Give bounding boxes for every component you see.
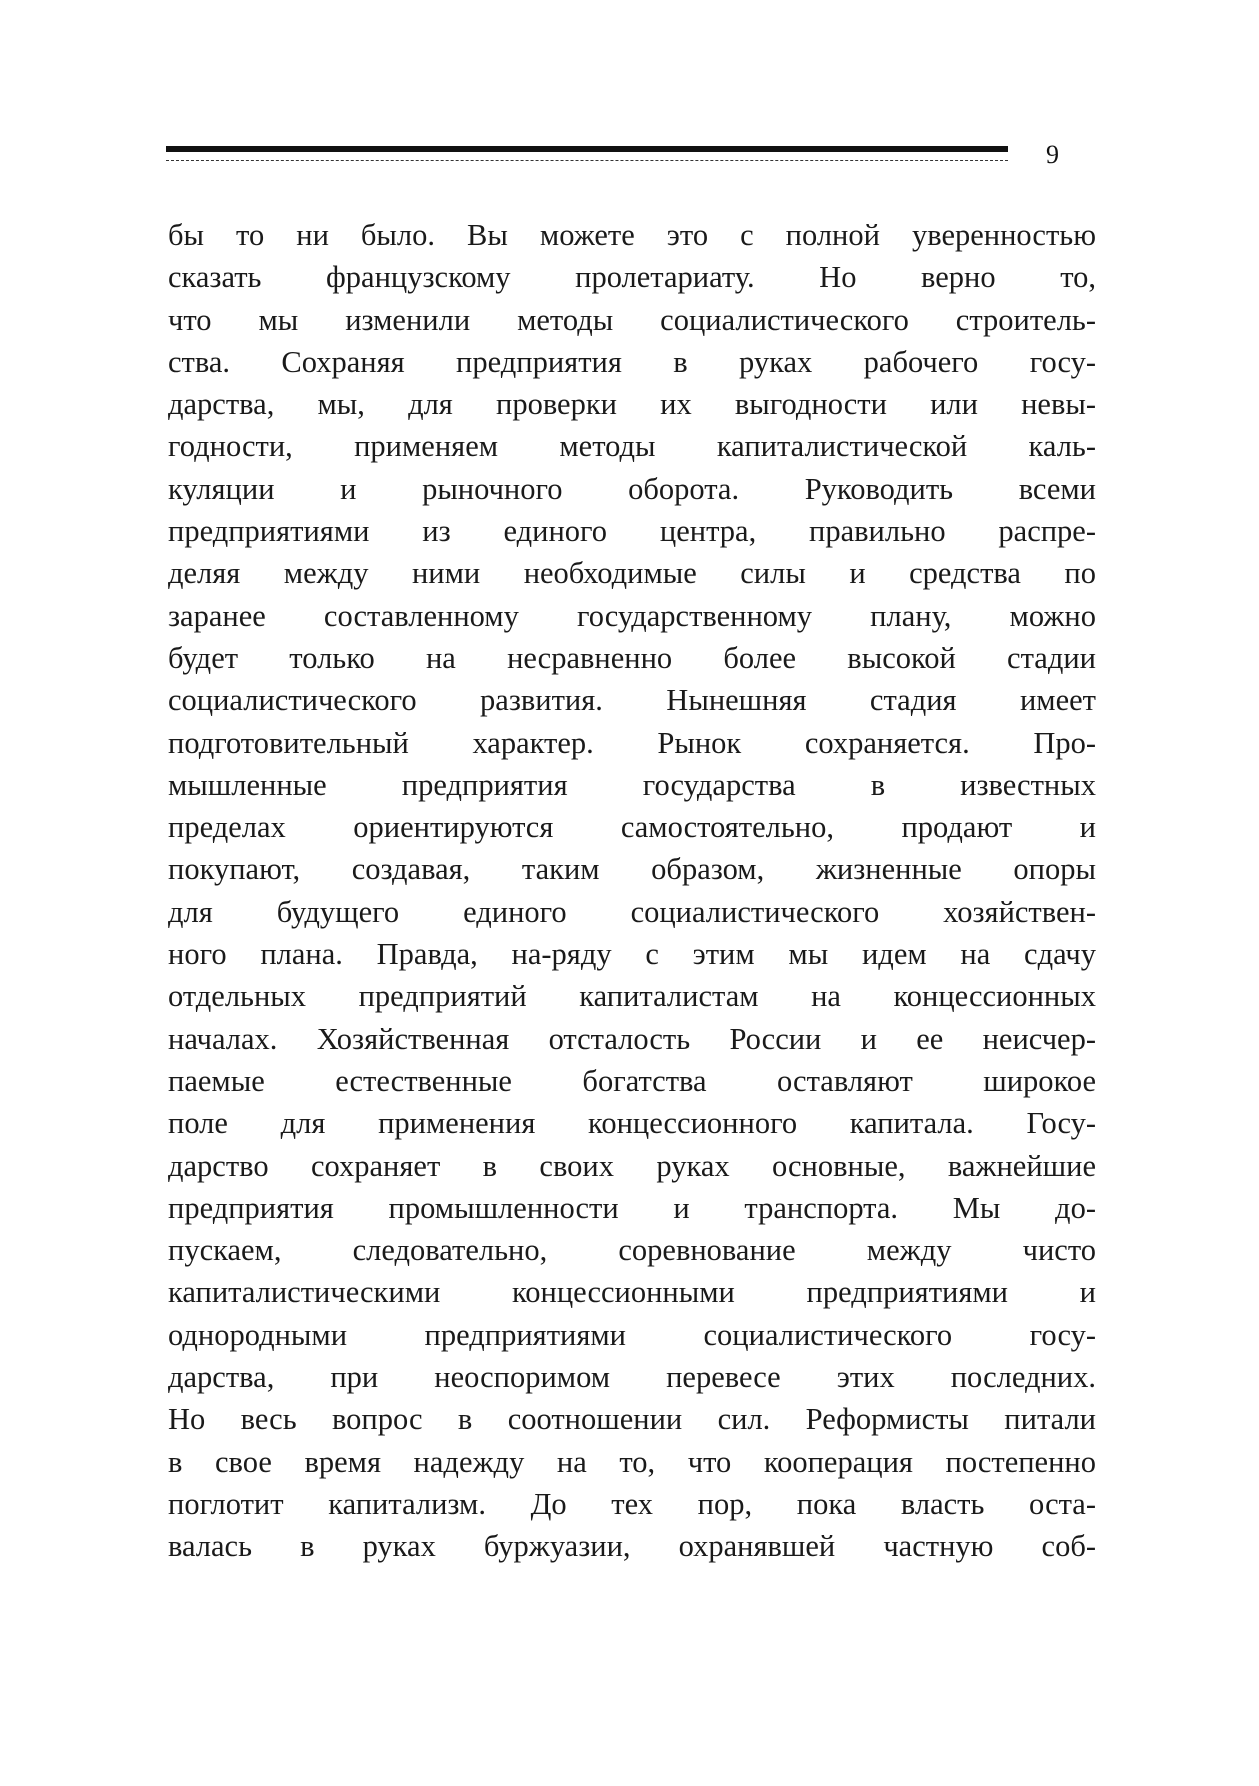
text-line: предприятиями из единого центра, правильно распре- xyxy=(168,514,1096,549)
header-rule-thin xyxy=(166,160,1008,161)
body-text xyxy=(168,214,1096,1568)
text-line: отдельных предприятий капиталистам на концессионных xyxy=(168,979,1096,1014)
text-line: началах. Хозяйственная отсталость России и ее неисчер- xyxy=(168,1021,1096,1056)
text-line: дарства, при неоспоримом перевесе этих последних. xyxy=(168,1360,1096,1395)
text-line: предприятия промышленности и транспорта. Мы до- xyxy=(168,1190,1096,1225)
text-line: для будущего единого социалистического хозяйствен- xyxy=(168,894,1096,929)
header-rule xyxy=(166,146,1008,156)
text-line: дарства, мы, для проверки их выгодности или невы- xyxy=(168,387,1096,422)
text-line: поле для применения концессионного капитала. Госу- xyxy=(168,1106,1096,1141)
text-line: куляции и рыночного оборота. Руководить всеми xyxy=(168,471,1096,506)
text-line: бы то ни было. Вы можете это с полной уверенностью xyxy=(168,218,1096,252)
text-line: покупают, создавая, таким образом, жизненные опоры xyxy=(168,852,1096,887)
text-line: валась в руках буржуазии, охранявшей частную соб- xyxy=(168,1529,1096,1564)
text-line: сказать французскому пролетариату. Но верно то, xyxy=(168,260,1096,295)
page-number: 9 xyxy=(1046,140,1059,169)
text-line: годности, применяем методы капиталистической каль- xyxy=(168,429,1096,464)
text-line: ного плана. Правда, на-ряду с этим мы идем на сдачу xyxy=(168,937,1096,972)
text-line: подготовительный характер. Рынок сохраняется. Про- xyxy=(168,725,1096,760)
text-line: пускаем, следовательно, соревнование между чисто xyxy=(168,1233,1096,1268)
text-line: социалистического развития. Нынешняя стадия имеет xyxy=(168,683,1096,718)
text-line: ства. Сохраняя предприятия в руках рабочего госу- xyxy=(168,344,1096,379)
text-line: что мы изменили методы социалистического строитель- xyxy=(168,302,1096,337)
text-line: деляя между ними необходимые силы и средства по xyxy=(168,556,1096,591)
text-line: будет только на несравненно более высокой стадии xyxy=(168,640,1096,675)
header-rule-thick xyxy=(166,146,1008,152)
text-line: дарство сохраняет в своих руках основные, важнейшие xyxy=(168,1148,1096,1183)
text-line: однородными предприятиями социалистического госу- xyxy=(168,1317,1096,1352)
text-line: в свое время надежду на то, что кооперация постепенно xyxy=(168,1444,1096,1479)
text-line: пределах ориентируются самостоятельно, продают и xyxy=(168,810,1096,845)
text-line: заранее составленному государственному плану, можно xyxy=(168,598,1096,633)
text-line: паемые естественные богатства оставляют широкое xyxy=(168,1063,1096,1098)
text-line: капиталистическими концессионными предприятиями и xyxy=(168,1275,1096,1310)
text-line: поглотит капитализм. До тех пор, пока власть оста- xyxy=(168,1486,1096,1521)
text-line: Но весь вопрос в соотношении сил. Реформисты питали xyxy=(168,1402,1096,1437)
text-line: мышленные предприятия государства в известных xyxy=(168,767,1096,802)
